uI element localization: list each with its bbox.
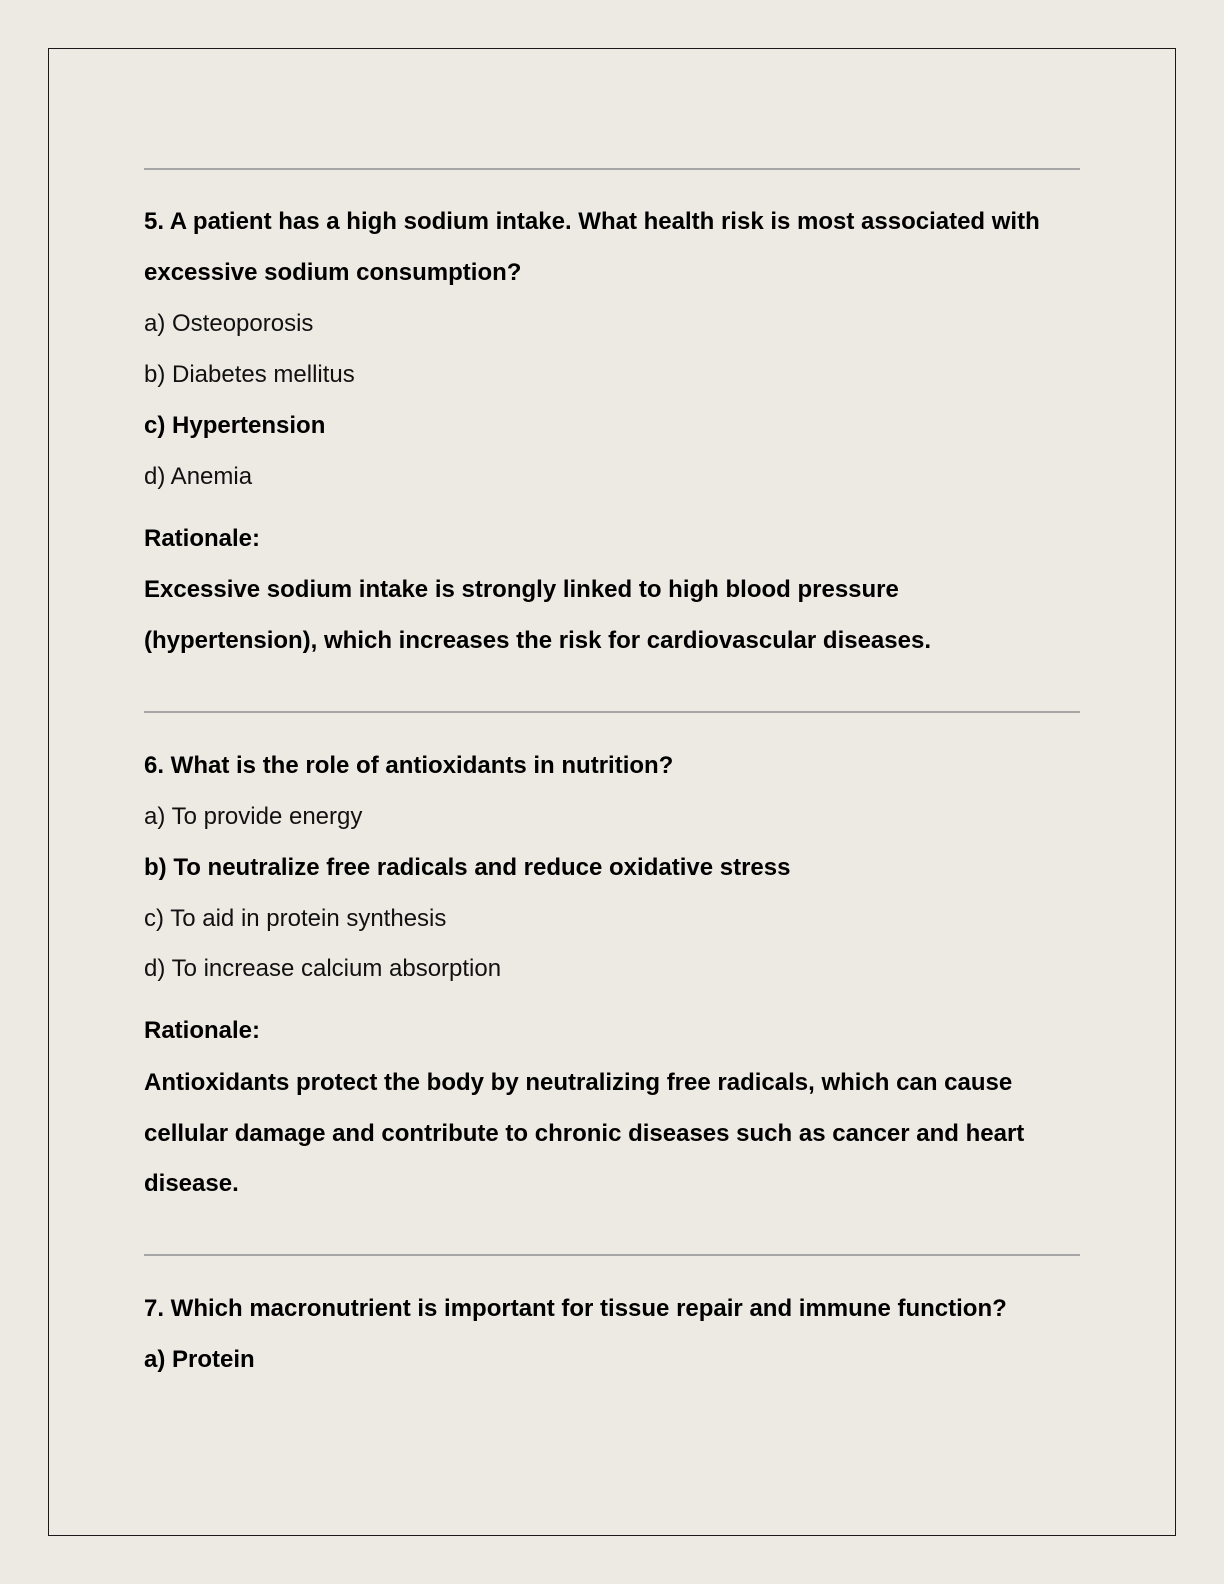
question-6-rationale-line-3: disease. bbox=[144, 1170, 239, 1197]
question-5-line-2: excessive sodium consumption? bbox=[144, 259, 522, 286]
question-5-rationale-line-2: (hypertension), which increases the risk for cardiovascular diseases. bbox=[144, 627, 931, 654]
question-5-rationale-label: Rationale: bbox=[144, 525, 261, 552]
section-divider bbox=[144, 1254, 1080, 1256]
section-divider bbox=[144, 168, 1080, 170]
question-6-option-a: a) To provide energy bbox=[144, 803, 363, 830]
question-7-line-1: 7. Which macronutrient is important for tissue repair and immune function? bbox=[144, 1295, 1007, 1322]
question-6-rationale-label: Rationale: bbox=[144, 1017, 261, 1044]
question-6-rationale-line-1: Antioxidants protect the body by neutralizing free radicals, which can cause bbox=[144, 1069, 1013, 1096]
question-5-option-d: d) Anemia bbox=[144, 463, 253, 490]
question-5-option-b: b) Diabetes mellitus bbox=[144, 361, 355, 388]
question-6-line-1: 6. What is the role of antioxidants in nutrition? bbox=[144, 752, 674, 779]
section-divider bbox=[144, 711, 1080, 713]
question-6-option-b-correct: b) To neutralize free radicals and reduce oxidative stress bbox=[144, 854, 791, 881]
question-7-option-a-correct: a) Protein bbox=[144, 1346, 255, 1373]
question-6-option-d: d) To increase calcium absorption bbox=[144, 955, 502, 982]
question-6-option-c: c) To aid in protein synthesis bbox=[144, 905, 447, 932]
question-5-rationale-line-1: Excessive sodium intake is strongly linked to high blood pressure bbox=[144, 576, 899, 603]
question-5-option-c-correct: c) Hypertension bbox=[144, 412, 326, 439]
question-5-option-a: a) Osteoporosis bbox=[144, 310, 314, 337]
question-6-rationale-line-2: cellular damage and contribute to chronic diseases such as cancer and heart bbox=[144, 1120, 1025, 1147]
question-5-line-1: 5. A patient has a high sodium intake. What health risk is most associated with bbox=[144, 208, 1040, 235]
